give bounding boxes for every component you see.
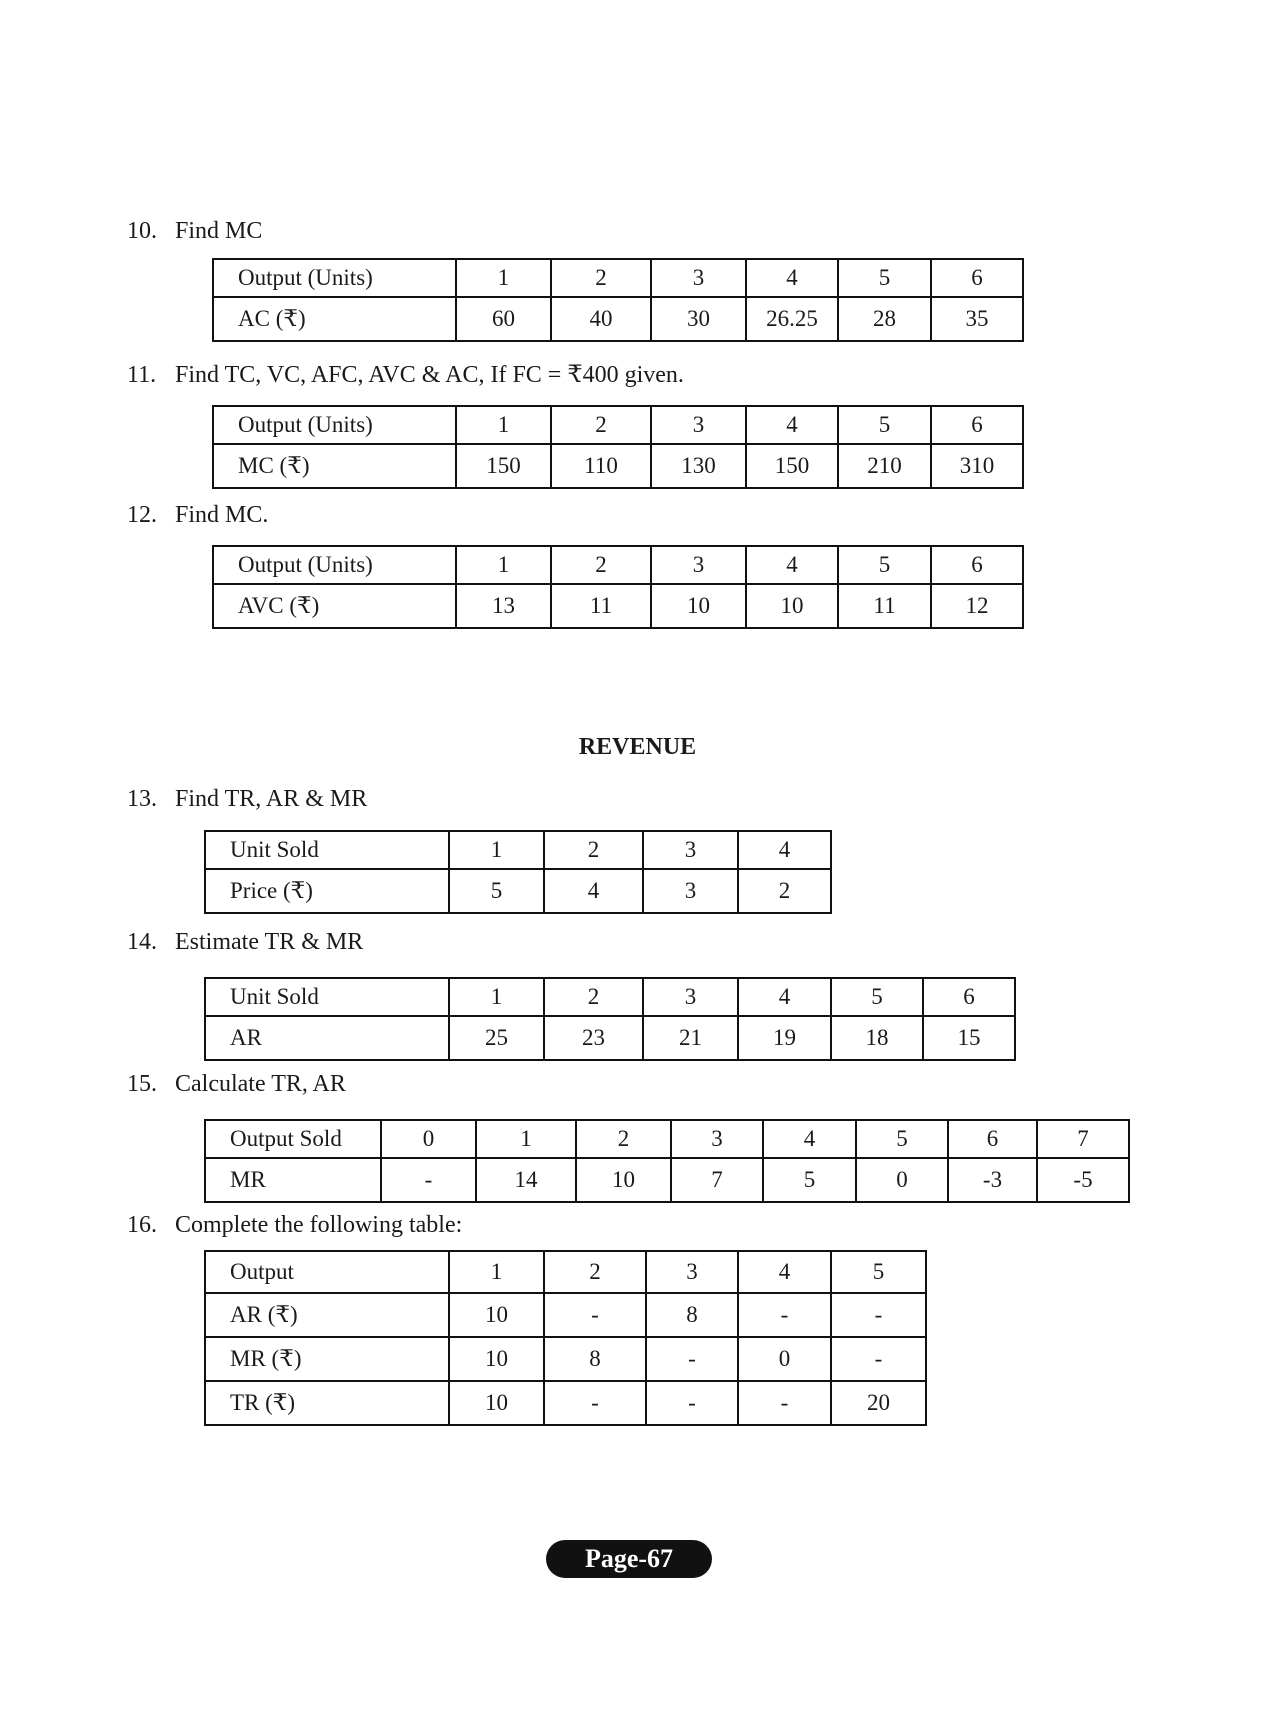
table-q10	[212, 258, 1024, 342]
question-text: Find MC	[175, 218, 263, 244]
table-cell: 2	[544, 978, 643, 1016]
table-cell: 5	[856, 1120, 948, 1158]
table-cell: -	[738, 1293, 831, 1337]
row-label: Output Sold	[205, 1120, 381, 1158]
question-12	[127, 502, 268, 529]
question-16	[127, 1212, 462, 1239]
table-cell: 6	[931, 259, 1023, 297]
table-cell: 12	[931, 584, 1023, 628]
table-cell: 0	[381, 1120, 476, 1158]
question-text: Find MC.	[175, 502, 269, 528]
table-cell: 35	[931, 297, 1023, 341]
table-cell: 3	[646, 1251, 738, 1293]
row-label: Output (Units)	[213, 406, 456, 444]
question-number: 16.	[127, 1212, 157, 1238]
row-label: TR (₹)	[205, 1381, 449, 1425]
question-number: 10.	[127, 218, 157, 244]
table-cell: 2	[551, 406, 651, 444]
table-row	[205, 1337, 926, 1381]
table-cell: 10	[651, 584, 746, 628]
table-cell: 5	[831, 978, 923, 1016]
table-cell: 2	[738, 869, 831, 913]
table-cell: 1	[456, 546, 551, 584]
table-cell: 7	[1037, 1120, 1129, 1158]
question-number: 15.	[127, 1071, 157, 1097]
question-text: Find TR, AR & MR	[175, 786, 368, 812]
table-cell: -5	[1037, 1158, 1129, 1202]
table-cell: 130	[651, 444, 746, 488]
table-cell: -	[381, 1158, 476, 1202]
row-label: Output (Units)	[213, 259, 456, 297]
row-label: MC (₹)	[213, 444, 456, 488]
table-cell: 5	[838, 546, 931, 584]
row-label: AR	[205, 1016, 449, 1060]
table-cell: 21	[643, 1016, 738, 1060]
table-cell: 2	[544, 1251, 646, 1293]
row-label: Unit Sold	[205, 831, 449, 869]
table-cell: 10	[449, 1337, 544, 1381]
question-13	[127, 786, 367, 813]
row-label: Output	[205, 1251, 449, 1293]
table-cell: 18	[831, 1016, 923, 1060]
table-cell: 4	[746, 406, 838, 444]
question-number: 11.	[127, 362, 157, 388]
table-row	[213, 406, 1023, 444]
table-cell: -	[646, 1381, 738, 1425]
row-label: MR (₹)	[205, 1337, 449, 1381]
table-cell: 60	[456, 297, 551, 341]
table-cell: 2	[551, 259, 651, 297]
question-15	[127, 1071, 346, 1098]
table-q12	[212, 545, 1024, 629]
question-text: Complete the following table:	[175, 1212, 463, 1238]
question-10	[127, 218, 262, 245]
table-cell: -	[544, 1293, 646, 1337]
table-cell: 28	[838, 297, 931, 341]
table-q16	[204, 1250, 927, 1426]
table-cell: 10	[576, 1158, 671, 1202]
question-number: 13.	[127, 786, 157, 812]
row-label: AVC (₹)	[213, 584, 456, 628]
question-number: 12.	[127, 502, 157, 528]
table-cell: 5	[449, 869, 544, 913]
table-cell: -	[544, 1381, 646, 1425]
table-cell: 150	[456, 444, 551, 488]
section-heading: REVENUE	[578, 734, 697, 760]
table-cell: 20	[831, 1381, 926, 1425]
table-cell: 3	[671, 1120, 763, 1158]
table-cell: 23	[544, 1016, 643, 1060]
table-cell: 210	[838, 444, 931, 488]
question-11	[127, 360, 684, 389]
table-cell: 26.25	[746, 297, 838, 341]
table-cell: -	[831, 1293, 926, 1337]
table-cell: 1	[456, 259, 551, 297]
row-label: AR (₹)	[205, 1293, 449, 1337]
table-cell: 3	[643, 831, 738, 869]
table-cell: 5	[838, 259, 931, 297]
table-cell: 10	[449, 1293, 544, 1337]
table-cell: 8	[646, 1293, 738, 1337]
table-cell: 10	[746, 584, 838, 628]
table-row	[205, 1120, 1129, 1158]
table-row	[205, 978, 1015, 1016]
table-q13	[204, 830, 832, 914]
table-cell: 6	[923, 978, 1015, 1016]
table-row	[205, 1016, 1015, 1060]
table-cell: 6	[931, 406, 1023, 444]
table-row	[213, 546, 1023, 584]
table-cell: 1	[449, 831, 544, 869]
table-cell: 1	[456, 406, 551, 444]
row-label: MR	[205, 1158, 381, 1202]
table-cell: 3	[643, 978, 738, 1016]
table-cell: -	[831, 1337, 926, 1381]
page-number-badge: Page-67	[546, 1540, 712, 1578]
table-row	[213, 584, 1023, 628]
table-row	[213, 297, 1023, 341]
table-cell: 0	[738, 1337, 831, 1381]
table-cell: 6	[931, 546, 1023, 584]
row-label: Output (Units)	[213, 546, 456, 584]
table-row	[205, 1251, 926, 1293]
table-cell: -3	[948, 1158, 1037, 1202]
table-cell: 3	[651, 406, 746, 444]
question-text: Find TC, VC, AFC, AVC & AC, If FC = ₹400 given.	[175, 362, 684, 388]
question-14	[127, 929, 363, 956]
table-cell: 150	[746, 444, 838, 488]
table-cell: 30	[651, 297, 746, 341]
table-cell: 310	[931, 444, 1023, 488]
table-cell: 11	[838, 584, 931, 628]
row-label: Unit Sold	[205, 978, 449, 1016]
question-text: Calculate TR, AR	[175, 1071, 346, 1097]
table-cell: 1	[476, 1120, 576, 1158]
table-cell: 11	[551, 584, 651, 628]
table-cell: 4	[738, 978, 831, 1016]
table-q14	[204, 977, 1016, 1061]
row-label: Price (₹)	[205, 869, 449, 913]
table-cell: 3	[643, 869, 738, 913]
table-cell: 14	[476, 1158, 576, 1202]
table-row	[205, 1158, 1129, 1202]
table-cell: 4	[738, 1251, 831, 1293]
table-row	[213, 444, 1023, 488]
table-cell: 0	[856, 1158, 948, 1202]
table-cell: -	[646, 1337, 738, 1381]
table-cell: 25	[449, 1016, 544, 1060]
table-cell: 6	[948, 1120, 1037, 1158]
table-row	[213, 259, 1023, 297]
table-cell: 3	[651, 546, 746, 584]
table-cell: 7	[671, 1158, 763, 1202]
table-cell: 1	[449, 1251, 544, 1293]
table-q11	[212, 405, 1024, 489]
table-cell: 10	[449, 1381, 544, 1425]
table-cell: 4	[746, 259, 838, 297]
table-cell: 2	[551, 546, 651, 584]
table-cell: 4	[763, 1120, 856, 1158]
table-cell: 8	[544, 1337, 646, 1381]
table-row	[205, 1293, 926, 1337]
table-cell: 3	[651, 259, 746, 297]
table-cell: 4	[738, 831, 831, 869]
row-label: AC (₹)	[213, 297, 456, 341]
table-cell: 2	[544, 831, 643, 869]
table-cell: 4	[544, 869, 643, 913]
table-cell: 5	[831, 1251, 926, 1293]
table-cell: 1	[449, 978, 544, 1016]
table-cell: 2	[576, 1120, 671, 1158]
table-cell: 19	[738, 1016, 831, 1060]
table-cell: 110	[551, 444, 651, 488]
table-cell: 4	[746, 546, 838, 584]
table-cell: 5	[838, 406, 931, 444]
table-cell: -	[738, 1381, 831, 1425]
table-q15	[204, 1119, 1130, 1203]
question-text: Estimate TR & MR	[175, 929, 364, 955]
question-number: 14.	[127, 929, 157, 955]
table-cell: 15	[923, 1016, 1015, 1060]
table-cell: 13	[456, 584, 551, 628]
table-row	[205, 831, 831, 869]
table-row	[205, 869, 831, 913]
table-cell: 40	[551, 297, 651, 341]
table-cell: 5	[763, 1158, 856, 1202]
table-row	[205, 1381, 926, 1425]
